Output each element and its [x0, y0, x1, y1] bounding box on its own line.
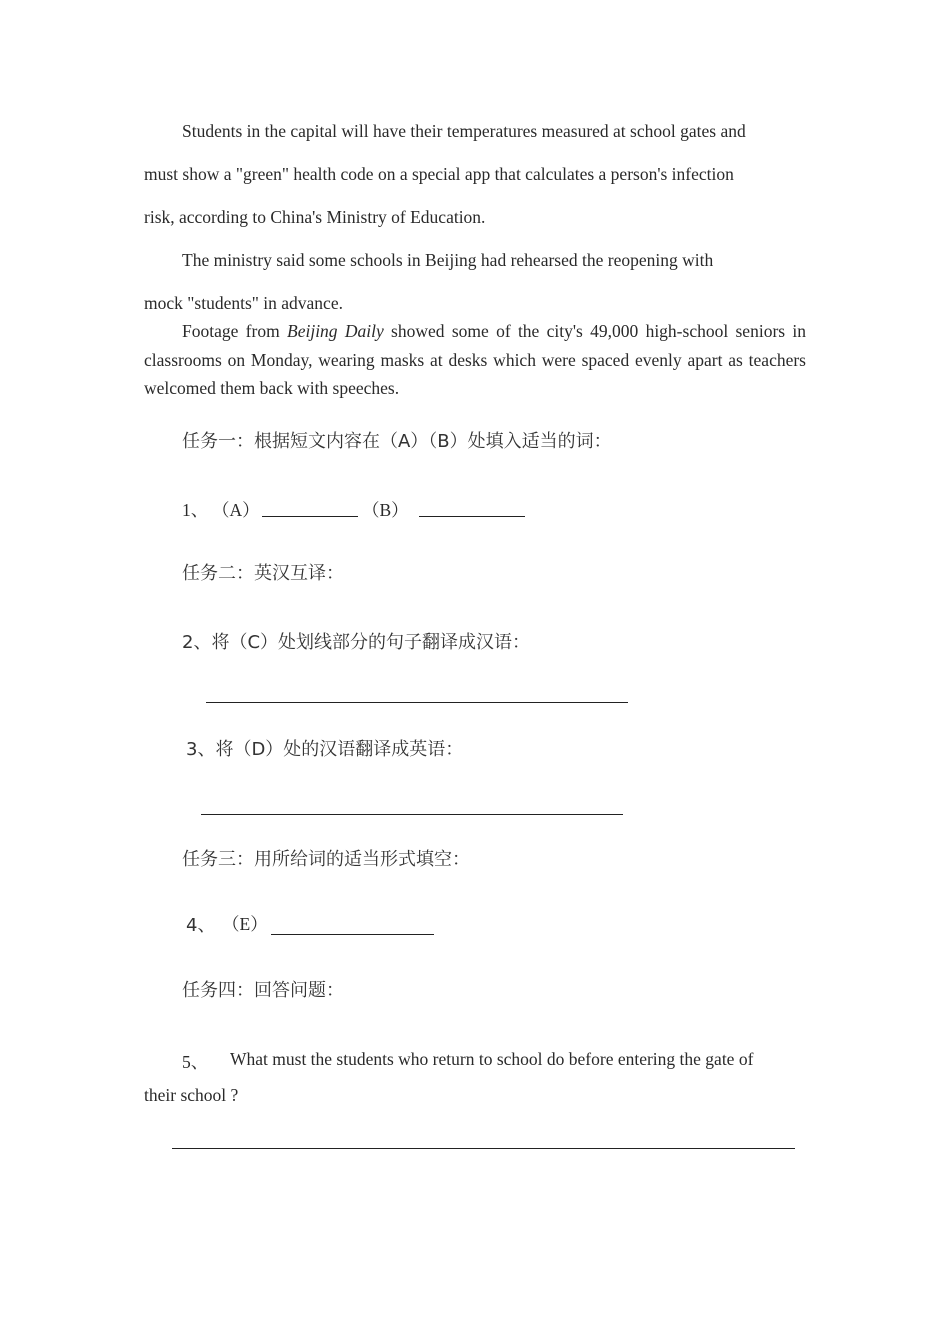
- passage-p1-line1: Students in the capital will have their temperatures measured at school gates and: [182, 121, 746, 141]
- q3-answer-line[interactable]: [201, 814, 623, 815]
- passage-p3: [144, 317, 806, 403]
- q5-line1: What must the students who return to school do before entering the gate of: [230, 1049, 754, 1069]
- q3-text: 3、将（D）处的汉语翻译成英语：: [186, 739, 464, 760]
- q4-answer-line[interactable]: [271, 934, 434, 935]
- task1-heading: 任务一：根据短文内容在（A）（B）处填入适当的词：: [182, 431, 612, 452]
- passage-p3-post: showed some of the city's 49,000 high-school seniors in classrooms on Monday, wearing masks at desks which were spaced evenly apart as teachers welcomed them back with speeches.: [144, 321, 806, 398]
- task2-heading: 任务二：英汉互译：: [182, 563, 344, 584]
- q5-number: 5、: [182, 1052, 209, 1072]
- q1-label-b: （B）: [362, 500, 409, 520]
- q5-answer-line[interactable]: [172, 1148, 795, 1149]
- passage-p2-line1: The ministry said some schools in Beijing had rehearsed the reopening with: [182, 250, 714, 270]
- q2-text: 2、将（C）处划线部分的句子翻译成汉语：: [182, 632, 531, 653]
- task4-heading: 任务四：回答问题：: [182, 980, 344, 1001]
- q4-number: 4、: [186, 915, 216, 936]
- passage-p3-source: Beijing Daily: [287, 321, 384, 341]
- q4-label-e: （E）: [222, 914, 268, 934]
- q1-answer-a-line[interactable]: [262, 516, 358, 517]
- q1-number: 1、: [182, 500, 209, 520]
- passage-p3-pre: Footage from: [182, 321, 288, 341]
- q1-label-a: （A）: [212, 500, 260, 520]
- task3-heading: 任务三：用所给词的适当形式填空：: [182, 849, 470, 870]
- passage-p1-line3: risk, according to China's Ministry of Education.: [144, 207, 486, 227]
- passage-p1-line2: must show a "green" health code on a special app that calculates a person's infection: [144, 164, 734, 184]
- q1-answer-b-line[interactable]: [419, 516, 525, 517]
- passage-p2-line2: mock "students" in advance.: [144, 293, 343, 313]
- q2-answer-line[interactable]: [206, 702, 628, 703]
- q5-line2: their school ?: [144, 1085, 239, 1105]
